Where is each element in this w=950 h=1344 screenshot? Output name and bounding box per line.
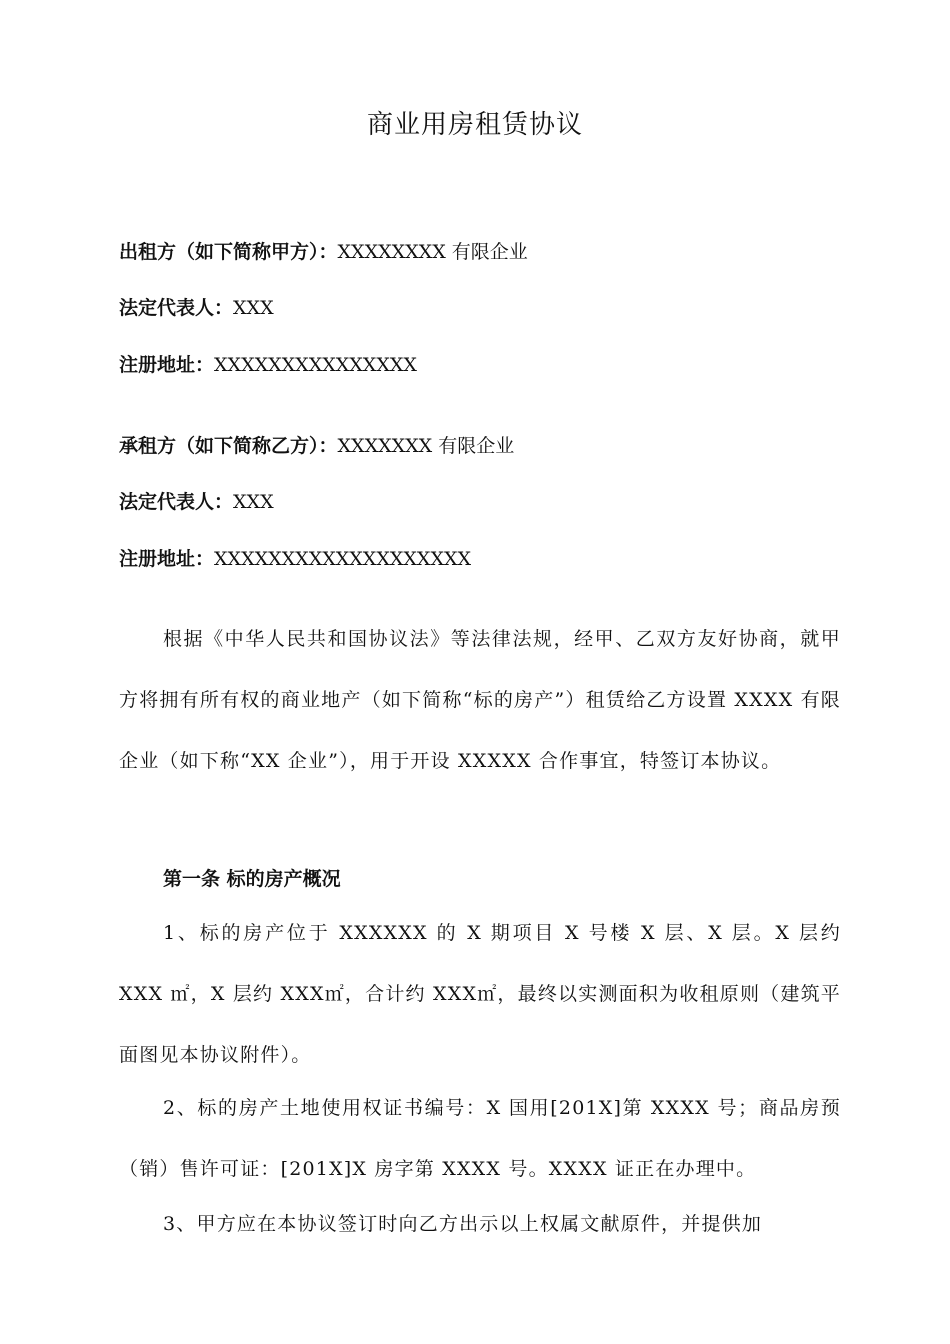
lessee-address-value: XXXXXXXXXXXXXXXXXXX: [214, 548, 472, 570]
lessor-name-value: XXXXXXXX 有限企业: [337, 241, 528, 263]
lessee-rep-label: 法定代表人：: [119, 491, 234, 513]
article-1-item-1: 1、标的房产位于 XXXXXX 的 X 期项目 X 号楼 X 层、X 层。X 层约 XXX ㎡，X 层约 XXX㎡，合计约 XXX㎡，最终以实测面积为收租原则（建筑平面图见本协议附件）。: [119, 922, 841, 1066]
lessee-address-label: 注册地址：: [119, 548, 215, 570]
lessee-name-label: 承租方（如下简称乙方）：: [119, 435, 338, 457]
intro-paragraph: 根据《中华人民共和国协议法》等法律法规，经甲、乙双方友好协商，就甲方将拥有所有权的商业地产（如下简称“标的房产”）租赁给乙方设置 XXXX 有限企业（如下称“XX 企业”），用于开设 XXXXX 合作事宜，特签订本协议。: [119, 628, 841, 772]
article-1-item-2: 2、标的房产土地使用权证书编号：X 国用[201X]第 XXXX 号；商品房预（销）售许可证：[201X]X 房字第 XXXX 号。XXXX 证正在办理中。: [119, 1097, 841, 1180]
lessor-name-label: 出租方（如下简称甲方）：: [119, 241, 338, 263]
article-1-item-3: 3、甲方应在本协议签订时向乙方出示以上权属文献原件，并提供加: [163, 1213, 763, 1235]
lessor-address-value: XXXXXXXXXXXXXXX: [214, 354, 417, 376]
document-title: 商业用房租赁协议: [366, 110, 583, 140]
lessee-name-line: [119, 434, 514, 458]
lessor-address-line: [119, 353, 417, 377]
lessee-name-value: XXXXXXX 有限企业: [337, 435, 515, 457]
lessor-rep-value: XXX: [233, 297, 274, 319]
lessee-rep-line: [119, 490, 274, 514]
lessor-rep-line: [119, 296, 274, 320]
lessor-address-label: 注册地址：: [119, 354, 215, 376]
lessee-address-line: [119, 547, 471, 571]
article-1-heading: 第一条 标的房产概况: [163, 868, 341, 890]
lessor-rep-label: 法定代表人：: [119, 297, 234, 319]
lessor-name-line: [119, 240, 528, 264]
lessee-rep-value: XXX: [233, 491, 274, 513]
